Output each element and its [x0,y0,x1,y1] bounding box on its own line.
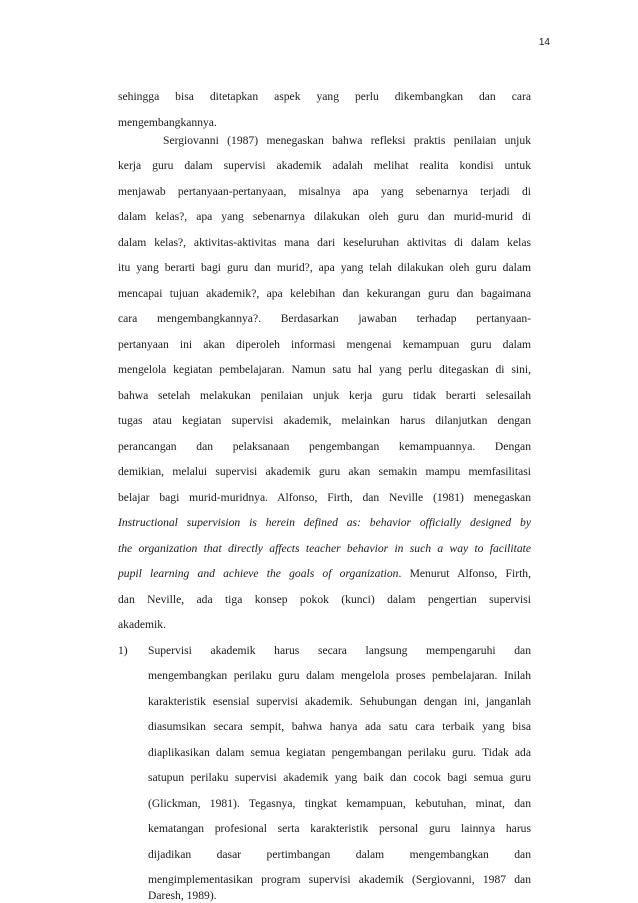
text-line: mengelola kegiatan pembelajaran. Namun satu hal yang perlu ditegaskan di sini, [118,363,531,376]
text-line: dalam kelas?, apa yang sebenarnya dilakukan oleh guru dan murid-murid di [118,210,531,223]
list-item-line: Daresh, 1989). [148,889,217,902]
text-line: sehingga bisa ditetapkan aspek yang perlu dikembangkan dan cara [118,90,531,103]
text-line: cara mengembangkannya?. Berdasarkan jawaban terhadap pertanyaan- [118,312,531,325]
normal-run: . Menurut Alfonso, Firth, [398,567,531,580]
list-item-line: satupun perilaku supervisi akademik yang baik dan cocok bagi semua guru [148,771,531,784]
text-line: dalam kelas?, aktivitas-aktivitas mana dari keseluruhan aktivitas di dalam kelas [118,236,531,249]
text-line: belajar bagi murid-muridnya. Alfonso, Firth, dan Neville (1981) menegaskan [118,491,531,504]
text-line: Sergiovanni (1987) menegaskan bahwa refleksi praktis penilaian unjuk [163,134,531,147]
text-line: itu yang berarti bagi guru dan murid?, apa yang telah dilakukan oleh guru dalam [118,261,531,274]
list-item-line: mengimplementasikan program supervisi akademik (Sergiovanni, 1987 dan [148,873,531,886]
italic-run: pupil learning and achieve the goals of organization [118,567,399,580]
italic-text-line: Instructional supervision is herein defined as: behavior officially designed by [118,516,531,529]
list-item-line: diaplikasikan dalam semua kegiatan pengembangan perilaku guru. Tidak ada [148,746,531,759]
list-item-line: diasumsikan secara sempit, bahwa hanya ada satu cara terbaik yang bisa [148,720,531,733]
text-line: mencapai tujuan akademik?, apa kelebihan dan kekurangan guru dan bagaimana [118,287,531,300]
text-line: tugas atau kegiatan supervisi akademik, melainkan harus dilanjutkan dengan [118,414,531,427]
italic-text-line: the organization that directly affects teacher behavior in such a way to facilitate [118,542,531,555]
list-item-line: kematangan profesional serta karakteristik personal guru lainnya harus [148,822,531,835]
text-line: mengembangkannya. [118,116,217,129]
page-number: 14 [538,37,550,48]
text-line: pertanyaan ini akan diperoleh informasi mengenai kemampuan guru dalam [118,338,531,351]
text-line: kerja guru dalam supervisi akademik adalah melihat realita kondisi untuk [118,159,531,172]
list-item-line: (Glickman, 1981). Tegasnya, tingkat kemampuan, kebutuhan, minat, dan [148,797,531,810]
list-item-line: dijadikan dasar pertimbangan dalam mengembangkan dan [148,848,531,861]
list-item-line: mengembangkan perilaku guru dalam mengelola proses pembelajaran. Inilah [148,669,531,682]
text-line: perancangan dan pelaksanaan pengembangan kemampuannya. Dengan [118,440,531,453]
list-item-line: Supervisi akademik harus secara langsung mempengaruhi dan [148,644,531,657]
text-line: bahwa setelah melakukan penilaian unjuk kerja guru tidak berarti selesailah [118,389,531,402]
text-line: demikian, melalui supervisi akademik guru akan semakin mampu memfasilitasi [118,465,531,478]
text-line: akademik. [118,618,166,631]
list-number: 1) [118,644,128,657]
text-line: dan Neville, ada tiga konsep pokok (kunci) dalam pengertian supervisi [118,593,531,606]
text-line-mixed [118,567,531,581]
list-item-line: karakteristik esensial supervisi akademik. Sehubungan dengan ini, janganlah [148,695,531,708]
text-line: menjawab pertanyaan-pertanyaan, misalnya apa yang sebenarnya terjadi di [118,185,531,198]
